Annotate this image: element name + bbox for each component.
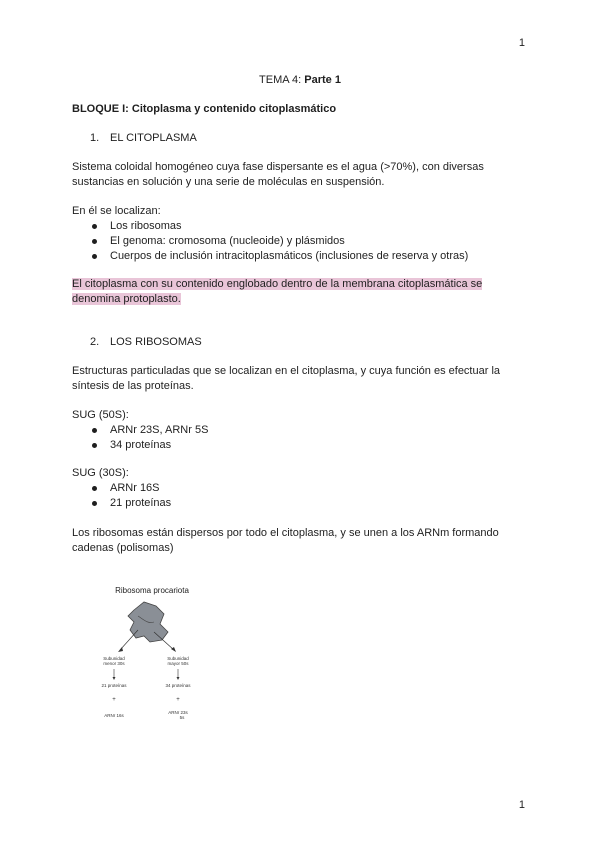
- list-item: 34 proteínas: [72, 438, 532, 453]
- left-plus: +: [112, 697, 116, 703]
- right-plus: +: [176, 697, 180, 703]
- section1-heading: [90, 131, 197, 146]
- left-rna: ARNr 16s: [104, 713, 124, 718]
- block-heading: BLOQUE I: Citoplasma y contenido citoplasmático: [72, 103, 337, 115]
- section1-list: [72, 219, 532, 264]
- section2-paragraph-2: Los ribosomas están dispersos por todo el citoplasma, y se unen a los ARNm formando cadenas (polisomas): [72, 527, 499, 554]
- right-rna-1: ARNr 23s: [168, 710, 188, 715]
- left-proteins: 21 proteínas: [101, 683, 127, 688]
- down-arrow-right-head-icon: [177, 677, 180, 680]
- section2-paragraph: Estructuras particuladas que se localizan en el citoplasma, y cuya función es efectuar la síntesis de las proteínas.: [72, 365, 501, 392]
- sug50-label: SUG (50S):: [72, 409, 129, 421]
- page-number-top: 1: [518, 37, 525, 49]
- section2-heading: [90, 335, 202, 350]
- ribosome-diagram-svg: [82, 580, 222, 730]
- page-number-bottom: 1: [518, 799, 525, 811]
- list-item: El genoma: cromosoma (nucleoide) y plásmidos: [72, 234, 532, 249]
- document-title: [0, 73, 600, 88]
- right-label-2: mayor 50s: [167, 661, 189, 666]
- list-item: Cuerpos de inclusión intracitoplasmáticos (inclusiones de reserva y otras): [72, 249, 532, 264]
- right-label-1: Subunidad: [167, 656, 189, 661]
- section1-list-intro: En él se localizan:: [72, 205, 161, 217]
- ribosome-diagram: [82, 580, 222, 730]
- title-bold: Parte 1: [304, 74, 341, 86]
- section2-title: LOS RIBOSOMAS: [110, 336, 202, 348]
- section1-number: 1.: [90, 132, 100, 144]
- highlighted-text: El citoplasma con su contenido englobado dentro de la membrana citoplasmática se denomina protoplasto.: [72, 278, 483, 305]
- section1-title: EL CITOPLASMA: [110, 132, 197, 144]
- title-prefix: TEMA 4:: [259, 74, 305, 86]
- section2-number: 2.: [90, 336, 100, 348]
- arrow-left-line: [120, 630, 138, 650]
- left-label-2: menor 30s: [103, 661, 125, 666]
- list-item: ARNr 16S: [72, 481, 532, 496]
- list-item: ARNr 23S, ARNr 5S: [72, 423, 532, 438]
- down-arrow-left-head-icon: [113, 677, 116, 680]
- section1-highlight: [72, 277, 512, 307]
- left-label-1: Subunidad: [103, 656, 125, 661]
- right-proteins: 34 proteínas: [165, 683, 191, 688]
- sug30-label: SUG (30S):: [72, 467, 129, 479]
- list-item: Los ribosomas: [72, 219, 532, 234]
- right-rna-2: 5s: [179, 715, 185, 720]
- section1-paragraph: Sistema coloidal homogéneo cuya fase dispersante es el agua (>70%), con diversas sustancias en solución y una serie de moléculas en suspensión.: [72, 161, 484, 188]
- diagram-title: Ribosoma procariota: [115, 586, 189, 595]
- sug50-list: [72, 423, 532, 453]
- sug30-list: [72, 481, 532, 511]
- list-item: 21 proteínas: [72, 496, 532, 511]
